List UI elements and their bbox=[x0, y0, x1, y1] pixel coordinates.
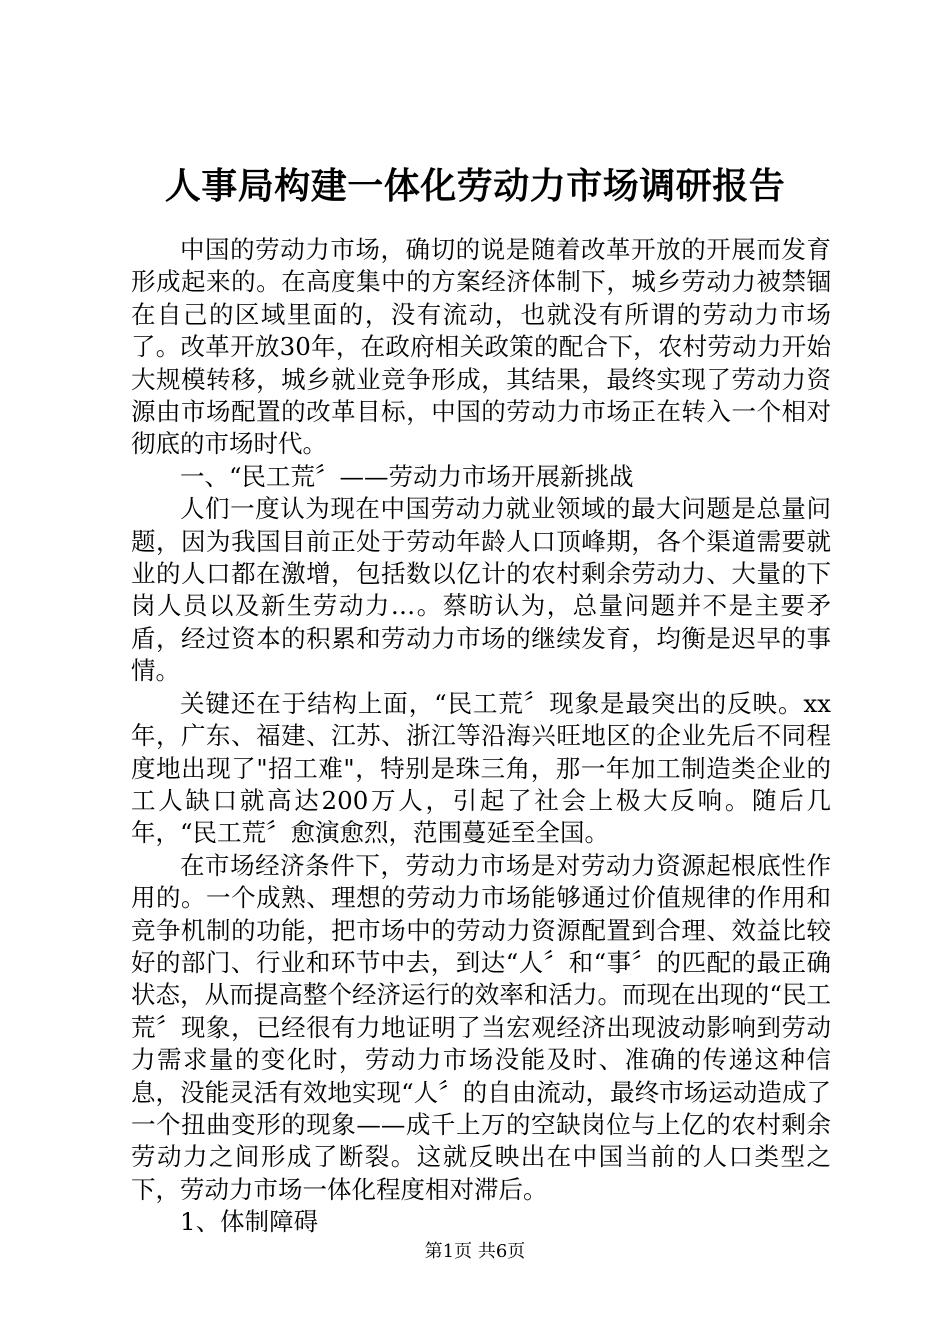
paragraph-structure: 关键还在于结构上面，“民工荒〞现象是最突出的反映。xx年，广东、福建、江苏、浙江等沿海兴旺地区的企业先后不同程度地出现了"招工难"，特别是珠三角，那一年加工制造类企业的工人缺口就高达200万人，引起了社会上极大反响。随后几年，“民工荒〞愈演愈烈，范围蔓延至全国。 bbox=[131, 688, 831, 848]
page-footer: 第1页 共6页 bbox=[424, 1241, 526, 1262]
document-title: 人事局构建一体化劳动力市场调研报告 bbox=[164, 165, 786, 207]
section-heading: 一、“民工荒〞——劳动力市场开展新挑战 bbox=[180, 461, 634, 491]
document-body bbox=[131, 234, 831, 1239]
paragraph-total-quantity: 人们一度认为现在中国劳动力就业领域的最大问题是总量问题，因为我国目前正处于劳动年龄人口顶峰期，各个渠道需要就业的人口都在激增，包括数以亿计的农村剩余劳动力、大量的下岗人员以及新生劳动力…。蔡昉认为，总量问题并不是主要矛盾，经过资本的积累和劳动力市场的继续发育，均衡是迟早的事情。 bbox=[131, 494, 831, 686]
subsection-heading: 1、体制障碍 bbox=[180, 1207, 319, 1237]
paragraph-intro: 中国的劳动力市场，确切的说是随着改革开放的开展而发育形成起来的。在高度集中的方案经济体制下，城乡劳动力被禁锢在自己的区域里面的，没有流动，也就没有所谓的劳动力市场了。改革开放30年，在政府相关政策的配合下，农村劳动力开始大规模转移，城乡就业竞争形成，其结果，最终实现了劳动力资源由市场配置的改革目标，中国的劳动力市场正在转入一个相对彻底的市场时代。 bbox=[131, 235, 831, 459]
paragraph-market-economy: 在市场经济条件下，劳动力市场是对劳动力资源起根底性作用的。一个成熟、理想的劳动力市场能够通过价值规律的作用和竞争机制的功能，把市场中的劳动力资源配置到合理、效益比较好的部门、行业和环节中去，到达“人〞和“事〞的匹配的最正确状态，从而提高整个经济运行的效率和活力。而现在出现的“民工荒〞现象，已经很有力地证明了当宏观经济出现波动影响到劳动力需求量的变化时，劳动力市场没能及时、准确的传递这种信息，没能灵活有效地实现“人〞的自由流动，最终市场运动造成了一个扭曲变形的现象——成千上万的空缺岗位与上亿的农村剩余劳动力之间形成了断裂。这就反映出在中国当前的人口类型之下，劳动力市场一体化程度相对滞后。 bbox=[131, 850, 831, 1204]
